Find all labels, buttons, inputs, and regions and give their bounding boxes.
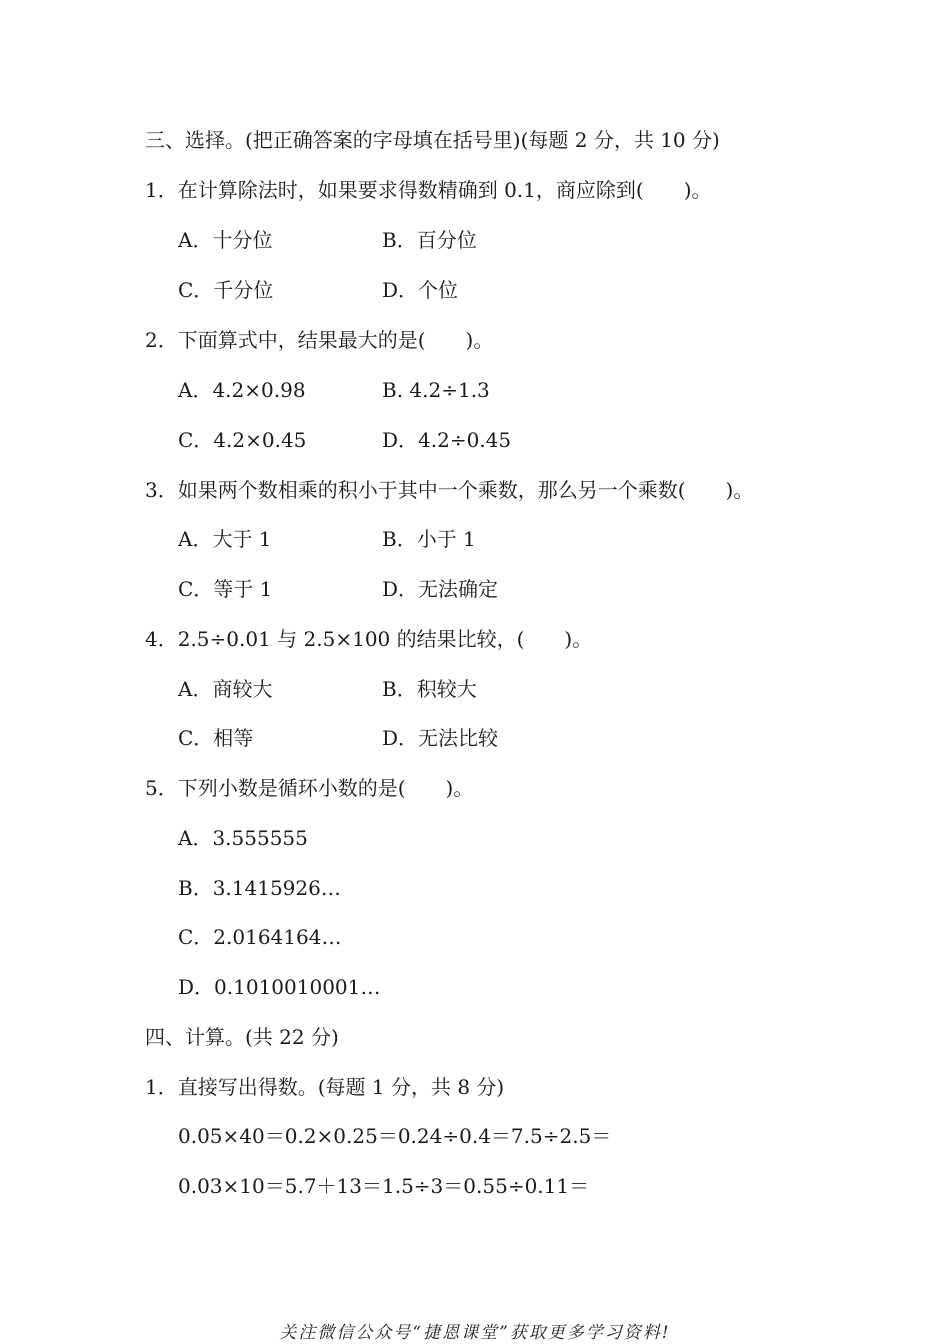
question-3-stem: 3．如果两个数相乘的积小于其中一个乘数，那么另一个乘数( )。 <box>145 478 754 502</box>
section-4-heading: 四、计算。(共 22 分) <box>145 1025 339 1049</box>
q2-option-d: D．4.2÷0.45 <box>382 428 512 452</box>
calc-row-2: 0.03×10＝5.7＋13＝1.5÷3＝0.55÷0.11＝ <box>178 1174 590 1198</box>
q1-option-a: A．十分位 <box>178 228 273 252</box>
q3-option-b: B．小于 1 <box>382 527 476 551</box>
question-4-stem: 4．2.5÷0.01 与 2.5×100 的结果比较，( )。 <box>145 627 593 651</box>
footer-watermark-text: 关注微信公众号“捷恩课堂”获取更多学习资料! <box>279 1323 671 1343</box>
question-5-stem: 5．下列小数是循环小数的是( )。 <box>145 776 474 800</box>
question-2-stem: 2．下面算式中，结果最大的是( )。 <box>145 328 494 352</box>
q4-option-c: C．相等 <box>178 726 254 750</box>
calc-row-1: 0.05×40＝0.2×0.25＝0.24÷0.4＝7.5÷2.5＝ <box>178 1124 612 1148</box>
section-4-question-1-stem: 1．直接写出得数。(每题 1 分，共 8 分) <box>145 1075 505 1099</box>
q5-option-d: D．0.1010010001… <box>178 975 381 999</box>
q4-option-b: B．积较大 <box>382 677 477 701</box>
q1-option-d: D．个位 <box>382 278 459 302</box>
q2-option-a: A．4.2×0.98 <box>178 378 306 402</box>
q5-option-a: A．3.555555 <box>178 826 308 850</box>
q2-option-c: C．4.2×0.45 <box>178 428 307 452</box>
question-1-stem: 1．在计算除法时，如果要求得数精确到 0.1，商应除到( )。 <box>145 178 712 202</box>
q1-option-c: C．千分位 <box>178 278 274 302</box>
q3-option-d: D．无法确定 <box>382 577 499 601</box>
q3-option-a: A．大于 1 <box>178 527 272 551</box>
q2-option-b: B. 4.2÷1.3 <box>382 378 490 402</box>
q4-option-a: A．商较大 <box>178 677 273 701</box>
q3-option-c: C．等于 1 <box>178 577 273 601</box>
q5-option-c: C．2.0164164… <box>178 925 342 949</box>
q5-option-b: B．3.1415926… <box>178 876 341 900</box>
q1-option-b: B．百分位 <box>382 228 477 252</box>
q4-option-d: D．无法比较 <box>382 726 499 750</box>
section-3-heading: 三、选择。(把正确答案的字母填在括号里)(每题 2 分，共 10 分) <box>145 128 720 152</box>
